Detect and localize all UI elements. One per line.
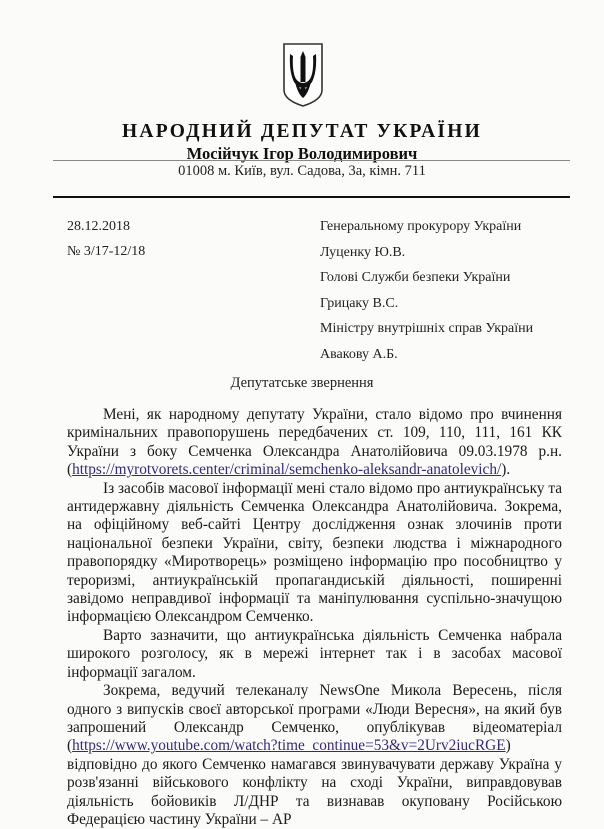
- youtube-link[interactable]: https://www.youtube.com/watch?time_continue=53&v=2Urv2iucRGE: [72, 737, 506, 755]
- trident-coat-of-arms-icon: [282, 42, 324, 108]
- paragraph-text: Зокрема, ведучий телеканалу NewsOne Микола Вересень, після одного з випусків своєї авторської програми «Люди Вересня», на який був запрошений Олександр Семченко, опублікував відеоматеріал (: [67, 682, 562, 755]
- recipient-line: Луценку Ю.В.: [320, 244, 406, 260]
- office-address: 01008 м. Київ, вул. Садова, 3а, кімн. 711: [178, 163, 426, 179]
- paragraph-2: Із засобів масової інформації мені стало відомо про антиукраїнську та антидержавну діяльність Семченка Олександра Анатолійовича. Зокрема, на офіційному веб-сайті Центру дослідження ознак злочинів проти національної безпеки України, світу, безпеки людства і міжнародного правопорядку «Миротворець» розміщено інформацію про пособництво у тероризмі, антиукраїнській пропагандиській діяльності, поширенні завідомо неправдивої інформації та маніпулювання суспільно-значущою інформацією Олександром Семченко.: [67, 479, 562, 626]
- letter-meta: [67, 214, 145, 264]
- myrotvorets-link[interactable]: https://myrotvorets.center/criminal/semchenko-aleksandr-anatolevich/: [72, 461, 502, 479]
- letter-number: № 3/17-12/18: [67, 244, 146, 259]
- paragraph-3: Варто зазначити, що антиукраїнська діяльність Семченка набрала широкого розголосу, як в мережі інтернет так і в засобах масової інформації загалом.: [67, 626, 562, 681]
- paragraph-1: [67, 406, 562, 480]
- document-heading: Депутатське звернення: [230, 375, 374, 391]
- letterhead-title: НАРОДНИЙ ДЕПУТАТ УКРАЇНИ: [122, 121, 482, 142]
- letter-body: [67, 406, 562, 829]
- divider-thick: [53, 196, 570, 198]
- letter-date: 28.12.2018: [67, 219, 130, 234]
- paragraph-text: ) відповідно до якого Семченко намагався звинувачувати державу Україна у розв'язанні військового конфлікту на сході України, виправдовував діяльність бойовиків Л/ДНР та визнавав окуповану Російською Федерацією частину України – АР: [67, 737, 562, 828]
- paragraph-text: Мені, як народному депутату України, стало відомо про вчинення кримінальних правопорушень передбачених ст. 109, 110, 111, 161 КК України з боку Семченка Олександра Анатолійовича 09.03.1978 р.н. (: [67, 406, 562, 479]
- recipient-line: Голові Служби безпеки України: [320, 270, 511, 285]
- recipients-block: [320, 214, 533, 367]
- recipient-line: Генеральному прокурору України: [320, 219, 522, 234]
- divider-thin: [53, 160, 570, 161]
- recipient-line: Грицаку В.С.: [320, 295, 399, 311]
- recipient-line: Авакову А.Б.: [320, 346, 398, 362]
- deputy-name: Мосійчук Ігор Володимирович: [186, 144, 418, 163]
- paragraph-text: ).: [501, 461, 511, 479]
- recipient-line: Міністру внутрішніх справ України: [320, 321, 534, 336]
- paragraph-4: [67, 682, 562, 829]
